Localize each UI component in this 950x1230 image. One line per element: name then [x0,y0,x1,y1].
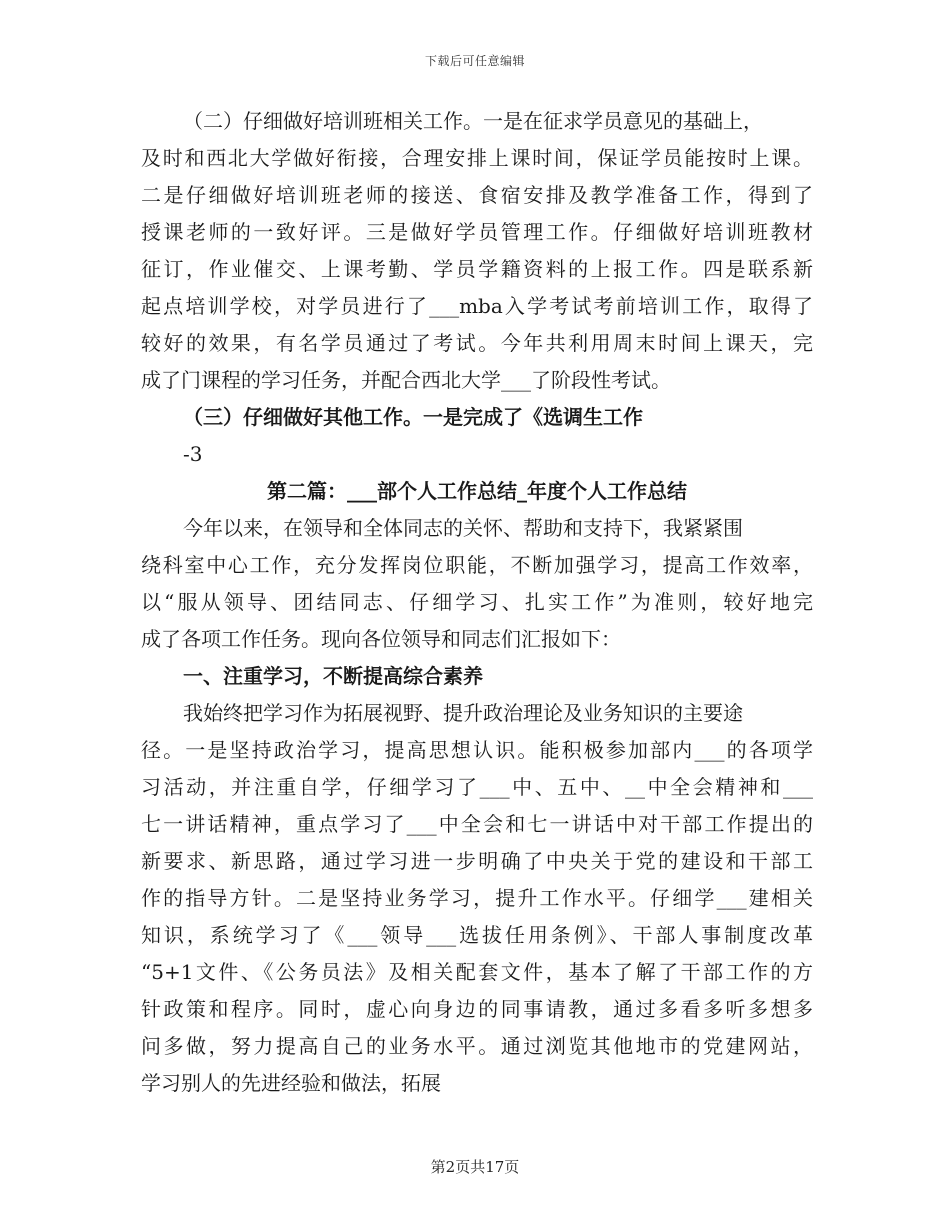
paragraph-line: （二）仔细做好培训班相关工作。一是在征求学员意见的基础上， [183,109,763,133]
document-body [141,103,813,1102]
page-header: 下载后可任意编辑 [424,54,525,68]
paragraph-line: 作的指导方针。二是坚持业务学习，提升工作水平。仔细学___建相关 [141,886,813,910]
paragraph-line: 学习别人的先进经验和做法，拓展 [141,1071,441,1095]
paragraph-line: 成了各项工作任务。现向各位领导和同志们汇报如下： [141,627,621,651]
paragraph-line: 较好的效果，有名学员通过了考试。今年共利用周末时间上课天，完 [141,331,813,355]
section-heading: 一、注重学习，不断提高综合素养 [183,664,483,688]
paragraph-line: 及时和西北大学做好衔接，合理安排上课时间，保证学员能按时上课。 [141,146,813,170]
paragraph-line: 起点培训学校，对学员进行了___mba入学考试考前培训工作，取得了 [141,294,813,318]
paragraph-line: 习活动，并注重自学，仔细学习了___中、五中、__中全会精神和___ [141,775,813,799]
paragraph-line: 径。一是坚持政治学习，提高思想认识。能积极参加部内___的各项学 [141,738,813,762]
paragraph-line: 新要求、新思路，通过学习进一步明确了中央关于党的建设和干部工 [141,849,813,873]
paragraph-line: 绕科室中心工作，充分发挥岗位职能，不断加强学习，提高工作效率， [141,553,813,577]
paragraph-line: 问多做，努力提高自己的业务水平。通过浏览其他地市的党建网站， [141,1034,813,1058]
paragraph-line: 征订，作业催交、上课考勤、学员学籍资料的上报工作。四是联系新 [141,257,813,281]
page-fragment-number: -3 [183,442,203,466]
paragraph-line: 二是仔细做好培训班老师的接送、食宿安排及教学准备工作，得到了 [141,183,813,207]
paragraph-line: 七一讲话精神，重点学习了___中全会和七一讲话中对干部工作提出的 [141,812,813,836]
page-footer: 第2页共17页 [430,1158,520,1176]
paragraph-line: 我始终把学习作为拓展视野、提升政治理论及业务知识的主要途 [183,701,743,725]
paragraph-line: 今年以来，在领导和全体同志的关怀、帮助和支持下，我紧紧围 [183,516,743,540]
section-heading: （三）仔细做好其他工作。一是完成了《选调生工作 [183,405,643,429]
paragraph-line: “5+1文件、《公务员法》及相关配套文件，基本了解了干部工作的方 [141,960,813,984]
paragraph-line: 授课老师的一致好评。三是做好学员管理工作。仔细做好培训班教材 [141,220,813,244]
paragraph-line: 以“服从领导、团结同志、仔细学习、扎实工作”为准则，较好地完 [141,590,813,614]
paragraph-line: 针政策和程序。同时，虚心向身边的同事请教，通过多看多听多想多 [141,997,813,1021]
paragraph-line: 知识，系统学习了《___领导___选拔任用条例》、干部人事制度改革 [141,923,813,947]
paragraph-line: 成了门课程的学习任务，并配合西北大学___了阶段性考试。 [141,368,671,392]
chapter-title: 第二篇：___部个人工作总结_年度个人工作总结 [267,479,687,503]
